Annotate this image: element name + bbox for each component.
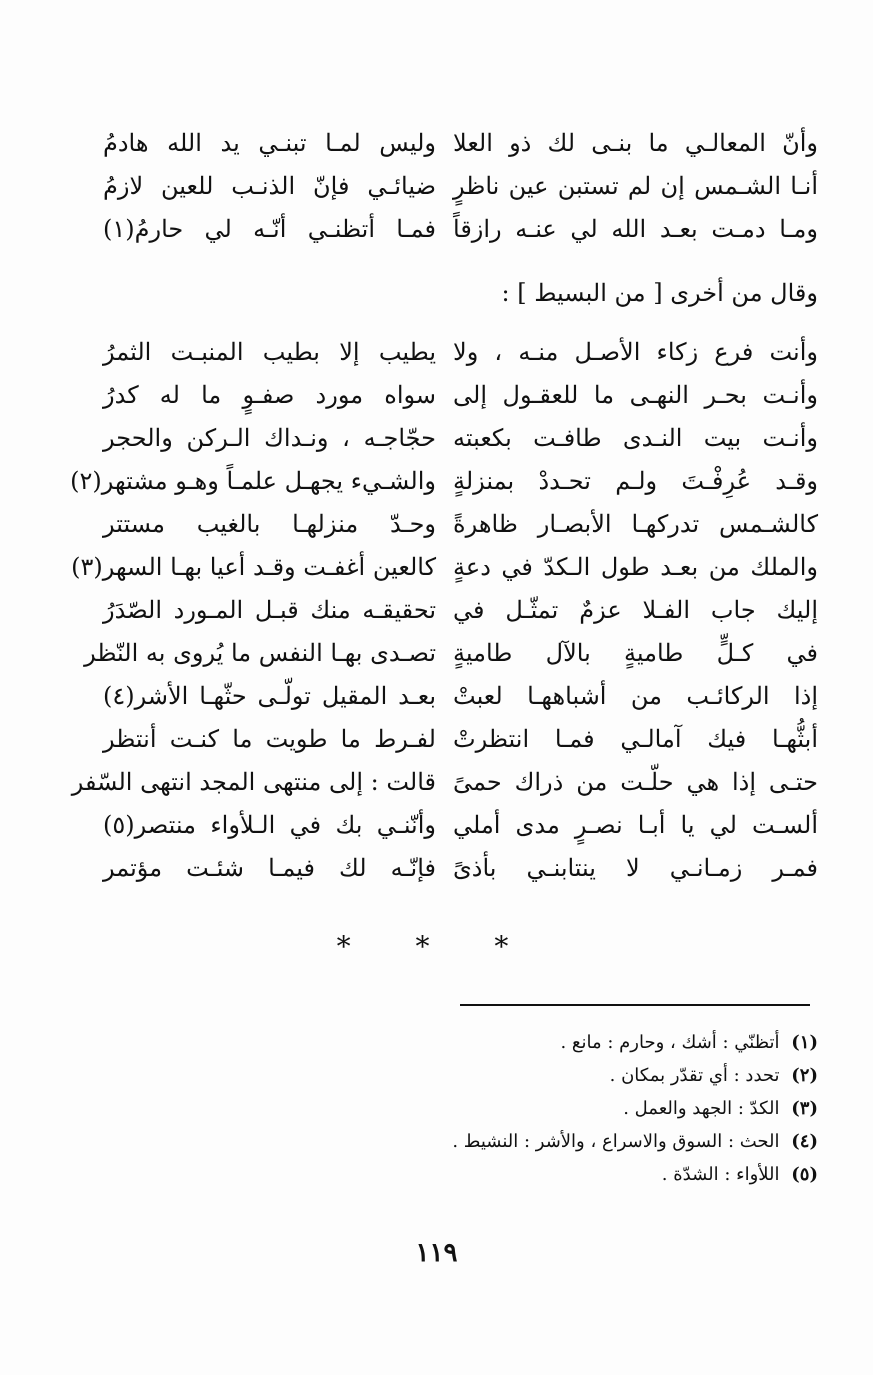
verse-second-half: فإنّـه لك فيمـا شئـت مؤتمر <box>103 854 436 882</box>
footnote-item <box>318 1026 818 1059</box>
verse-first-half: وأنّ المعالـي ما بنـى لك ذو العلا <box>453 129 818 157</box>
footnote-item <box>318 1158 818 1191</box>
verse-line <box>0 590 873 630</box>
verse-first-half: والملك من بعـد طول الـكدّ في دعةٍ <box>453 553 818 581</box>
verse-line <box>0 805 873 845</box>
verse-second-half: يطيب إلا بطيب المنبـت الثمرُ <box>103 338 436 366</box>
verse-second-half: وأنّنـي بك في الـلأواء منتصر(٥) <box>103 811 436 839</box>
verse-second-half: حجّاجـه ، ونـداك الـركن والحجر <box>103 424 436 452</box>
footnote-text: أتظنّي : أشك ، وحارم : مانع . <box>560 1032 780 1053</box>
footnote-number: (١) <box>791 1032 818 1053</box>
verse-line <box>0 123 873 163</box>
verse-first-half: في كـلٍّ طاميةٍ بالآل طاميةٍ <box>453 639 818 667</box>
verse-first-half: ومـا دمـت بعـد الله لي عنـه رازقاً <box>453 215 818 243</box>
footnote-text: اللأواء : الشدّة . <box>661 1164 780 1185</box>
verse-second-half: فمـا أتظنـي أنّـه لي حارمُ(١) <box>103 215 436 243</box>
footnote-item <box>318 1125 818 1158</box>
footnote-number: (٥) <box>791 1164 818 1185</box>
verse-line <box>0 166 873 206</box>
verse-line <box>0 504 873 544</box>
verse-line <box>0 676 873 716</box>
verse-line <box>0 209 873 249</box>
verse-first-half: أبثُّهـا فيك آمالـي فمـا انتظرتْ <box>453 725 818 753</box>
footnotes <box>318 1026 818 1191</box>
verse-line <box>0 633 873 673</box>
verse-first-half: فمـر زمـانـي لا ينتابنـي بأذىً <box>453 854 818 882</box>
verse-line <box>0 461 873 501</box>
verse-first-half: وأنت فرع زكاء الأصـل منـه ، ولا <box>453 338 818 366</box>
footnote-number: (٣) <box>791 1098 818 1119</box>
verse-first-half: وقـد عُرِفْـتَ ولـم تحـددْ بمنزلةٍ <box>453 467 818 495</box>
verse-line <box>0 418 873 458</box>
poem-intro: وقال من أخرى [ من البسيط ] : <box>501 279 818 307</box>
footnote-text: الكدّ : الجهد والعمل . <box>623 1098 780 1119</box>
footnote-number: (٢) <box>791 1065 818 1086</box>
verse-second-half: بعـد المقيل تولّـى حثّهـا الأشر(٤) <box>103 682 436 710</box>
verse-first-half: وأنـت بحـر النهـى ما للعقـول إلى <box>453 381 818 409</box>
verse-second-half: وحـدّ منزلهـا بالغيب مستتر <box>103 510 436 538</box>
footnote-number: (٤) <box>791 1131 818 1152</box>
verse-second-half: قالت : إلى منتهى المجد انتهى السّفر <box>71 768 436 796</box>
verse-line <box>0 762 873 802</box>
verse-first-half: إذا الركائـب من أشباههـا لعبتْ <box>453 682 818 710</box>
verse-line <box>0 375 873 415</box>
page-number: ١١٩ <box>415 1238 458 1268</box>
verse-second-half: ضيائـي فإنّ الذنـب للعين لازمُ <box>103 172 436 200</box>
verse-first-half: حتـى إذا هي حلّـت من ذراك حمىً <box>453 768 818 796</box>
verse-first-half: إليك جاب الفـلا عزمٌ تمثّـل في <box>453 596 818 624</box>
verse-first-half: أنـا الشـمس إن لم تستبن عين ناظرٍ <box>453 172 818 200</box>
verse-second-half: كالعين أغفـت وقـد أعيا بهـا السهر(٣) <box>71 553 436 581</box>
verse-first-half: كالشـمس تدركهـا الأبصـار ظاهرةً <box>453 510 818 538</box>
footnote-item <box>318 1059 818 1092</box>
footnote-item <box>318 1092 818 1125</box>
verse-second-half: سواه مورد صفـوٍ ما له كدرُ <box>103 381 436 409</box>
footnote-text: الحث : السوق والاسراع ، والأشر : النشيط . <box>452 1131 780 1152</box>
verse-second-half: وليس لمـا تبنـي يد الله هادمُ <box>103 129 436 157</box>
verse-second-half: تحقيقـه منك قبـل المـورد الصّدَرُ <box>103 596 436 624</box>
verse-first-half: ألسـت لي يا أبـا نصـرٍ مدى أملي <box>453 811 818 839</box>
verse-line <box>0 547 873 587</box>
section-separator: * * * <box>336 930 537 963</box>
footnote-divider <box>460 1004 810 1006</box>
verse-line <box>0 719 873 759</box>
verse-second-half: تصـدى بهـا النفس ما يُروى به النّظر <box>84 639 436 667</box>
verse-second-half: لفـرط ما طويت ما كنـت أنتظر <box>103 725 436 753</box>
verse-line <box>0 848 873 888</box>
footnote-text: تحدد : أي تقدّر بمكان . <box>609 1065 780 1086</box>
verse-line <box>0 332 873 372</box>
verse-second-half: والشـيء يجهـل علمـاً وهـو مشتهر(٢) <box>70 467 436 495</box>
verse-first-half: وأنـت بيت النـدى طافـت بكعبته <box>453 424 818 452</box>
